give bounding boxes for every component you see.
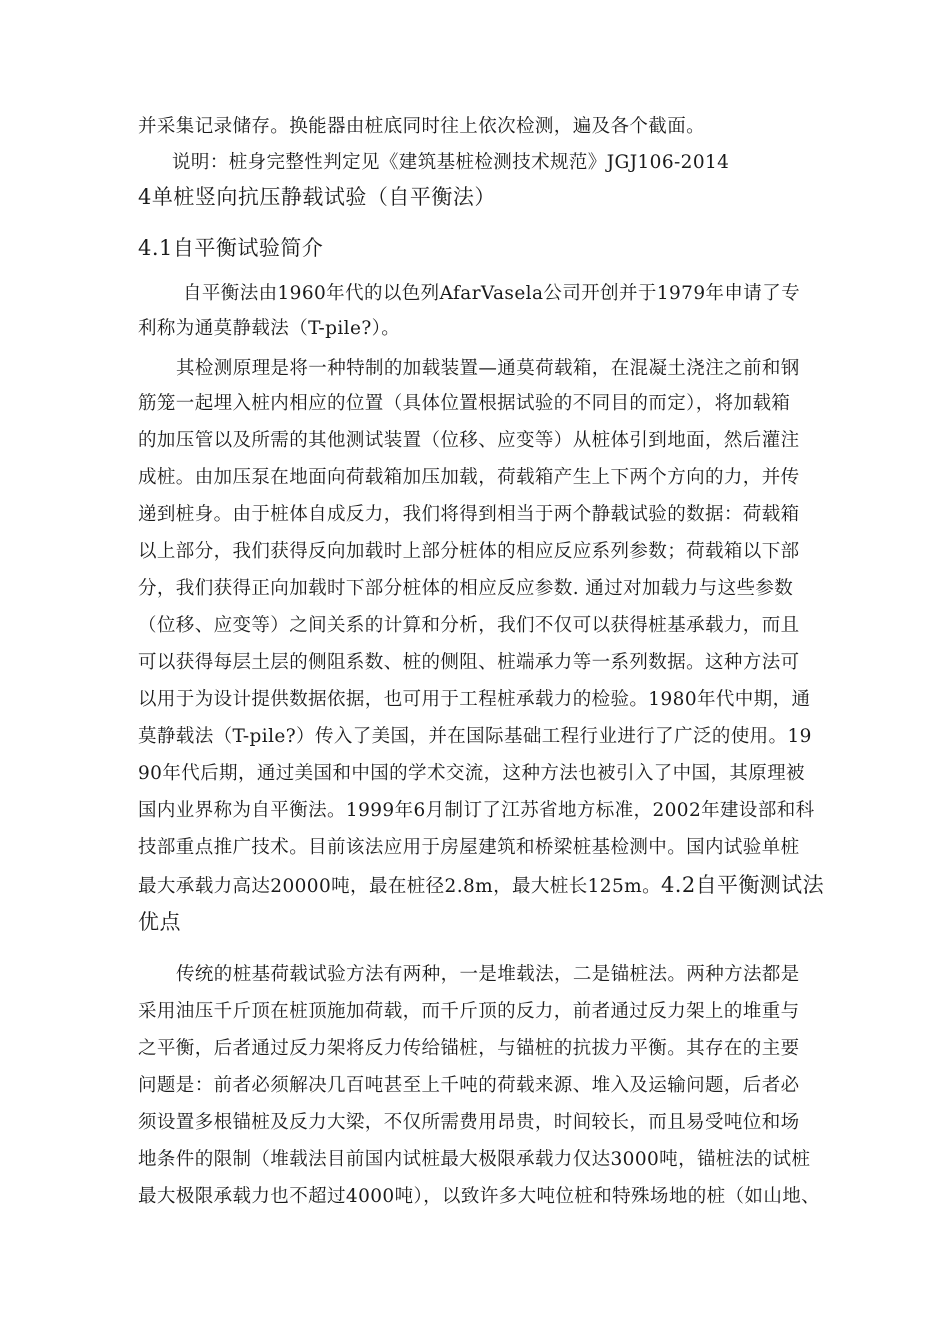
paragraph-line: 的加压管以及所需的其他测试装置（位移、应变等）从桩体引到地面，然后灌注 (138, 430, 800, 451)
paragraph-line: 问题是：前者必须解决几百吨甚至上千吨的荷载来源、堆入及运输问题，后者必 (138, 1075, 800, 1096)
paragraph-line: 以用于为设计提供数据依据，也可用于工程桩承载力的检验。1980年代中期，通 (138, 689, 811, 710)
paragraph-line: 技部重点推广技术。目前该法应用于房屋建筑和桥梁桩基检测中。国内试验单桩 (138, 837, 800, 858)
paragraph-line: 国内业界称为自平衡法。1999年6月制订了江苏省地方标准，2002年建设部和科 (138, 800, 815, 821)
section-4-2-title-continued: 优点 (138, 910, 181, 934)
paragraph-line: （位移、应变等）之间关系的计算和分析，我们不仅可以获得桩基承载力，而且 (138, 615, 800, 636)
paragraph-line: 筋笼一起埋入桩内相应的位置（具体位置根据试验的不同目的而定），将加载箱 (138, 393, 791, 414)
paragraph-line: 传统的桩基荷载试验方法有两种，一是堆载法，二是锚桩法。两种方法都是 (176, 964, 800, 985)
continuation-line: 并采集记录储存。换能器由桩底同时往上依次检测，遍及各个截面。 (138, 116, 706, 137)
paragraph-line: 利称为通莫静载法（T-pile?）。 (138, 318, 401, 339)
paragraph-line: 莫静载法（T-pile?）传入了美国，并在国际基础工程行业进行了广泛的使用。19 (138, 726, 812, 747)
section-4-title: 4单桩竖向抗压静载试验（自平衡法） (138, 185, 496, 209)
paragraph-line: 最大极限承载力也不超过4000吨），以致许多大吨位桩和特殊场地的桩（如山地、 (138, 1186, 821, 1207)
paragraph-line: 以上部分，我们获得反向加载时上部分桩体的相应反应系列参数；荷载箱以下部 (138, 541, 800, 562)
section-4-2-title: 4.2自平衡测试法 (660, 873, 824, 897)
paragraph-line: 其检测原理是将一种特制的加载装置—通莫荷载箱，在混凝土浇注之前和钢 (176, 358, 800, 379)
paragraph-line: 递到桩身。由于桩体自成反力，我们将得到相当于两个静载试验的数据：荷载箱 (138, 504, 800, 525)
paragraph-line: 可以获得每层土层的侧阻系数、桩的侧阻、桩端承力等一系列数据。这种方法可 (138, 652, 800, 673)
paragraph-line: 最大承载力高达20000吨，最在桩径2.8m，最大桩长125m。 (138, 876, 661, 897)
paragraph-line: 须设置多根锚桩及反力大梁，不仅所需费用昂贵，时间较长，而且易受吨位和场 (138, 1112, 800, 1133)
paragraph-line: 之平衡，后者通过反力架将反力传给锚桩，与锚桩的抗拔力平衡。其存在的主要 (138, 1038, 800, 1059)
note-line: 说明：桩身完整性判定见《建筑基桩检测技术规范》JGJ106-2014 (172, 152, 730, 173)
paragraph-line: 自平衡法由1960年代的以色列AfarVasela公司开创并于1979年申请了专 (183, 283, 800, 304)
section-4-1-title: 4.1自平衡试验简介 (138, 236, 324, 260)
paragraph-line: 90年代后期，通过美国和中国的学术交流，这种方法也被引入了中国，其原理被 (138, 763, 805, 784)
paragraph-line: 地条件的限制（堆载法目前国内试桩最大极限承载力仅达3000吨，锚桩法的试桩 (138, 1149, 811, 1170)
paragraph-line: 采用油压千斤顶在桩顶施加荷载，而千斤顶的反力，前者通过反力架上的堆重与 (138, 1001, 800, 1022)
paragraph-line: 成桩。由加压泵在地面向荷载箱加压加载，荷载箱产生上下两个方向的力，并传 (138, 467, 800, 488)
paragraph-line-with-heading (138, 872, 828, 900)
paragraph-line: 分，我们获得正向加载时下部分桩体的相应反应参数. 通过对加载力与这些参数 (138, 578, 794, 599)
